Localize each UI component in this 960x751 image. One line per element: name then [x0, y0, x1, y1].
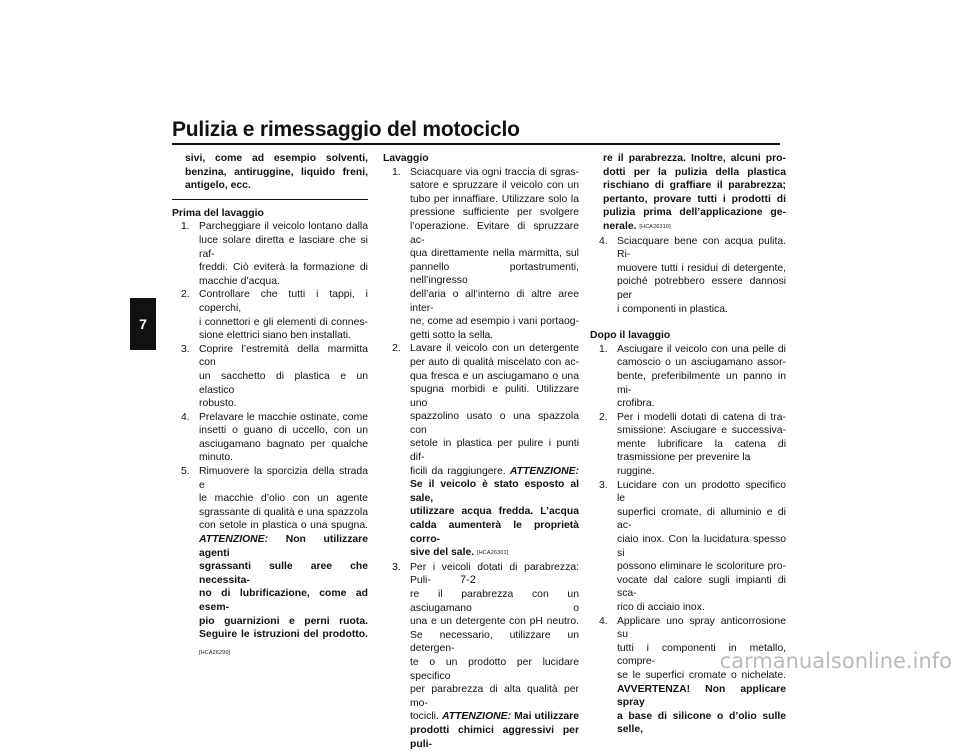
text-line: poiché potrebbero essere dannosi per [617, 276, 786, 301]
text-line: l’operazione. Evitare di spruzzare ac- [410, 220, 579, 246]
text-line: Coprire l’estremità della marmitta con [199, 343, 368, 369]
text-line: utilizzare acqua fredda. L’acqua [410, 506, 579, 518]
text-line: ciaio inox. Con la lucidatura spesso si [617, 534, 786, 559]
text-line: spazzolino usato o una spazzola con [410, 411, 579, 436]
reference-code: [HCA26290] [199, 649, 231, 656]
text-segment: ficili da raggiungere. [410, 465, 510, 477]
list-item [383, 561, 579, 751]
text-line: Rimuovere la sporcizia della strada e [199, 466, 368, 491]
item-number: 2. [181, 289, 190, 301]
section-title-prima-del-lavaggio: Prima del lavaggio [172, 207, 264, 219]
text-line: insetti o guano di uccello, con un [199, 425, 368, 437]
text-line: bente, preferibilmente un panno in mi- [617, 370, 786, 396]
text-line: a base di silicone o d’olio sulle selle, [617, 710, 786, 736]
text-line: pio guarnizioni e perni ruota. [199, 615, 368, 627]
list-item [172, 220, 368, 288]
text-line: sivi, come ad esempio solventi, [185, 153, 368, 164]
text-line: possono eliminare le scoloriture pro- [617, 561, 786, 573]
list-item [172, 343, 368, 411]
item-number: 1. [181, 221, 190, 233]
text-line: le macchie d’olio con un agente [199, 493, 368, 505]
text-line: rischiano di graffiare il parabrezza; [603, 180, 786, 192]
text-line: Sciacquare bene con acqua pulita. Ri- [617, 235, 786, 261]
text-line: Lavare il veicolo con un detergente [410, 343, 579, 355]
item-number: 4. [599, 235, 608, 247]
text-line: spugna morbidi e puliti. Utilizzare uno [410, 384, 579, 409]
text-line: getti sotto la sella. [410, 329, 494, 341]
text-line: Se il veicolo è stato esposto al sale, [410, 479, 579, 504]
text-line: qua direttamente nella marmitta, sul [410, 248, 579, 260]
text-line: Per i veicoli dotati di parabrezza: Puli- [410, 561, 579, 587]
text-line: Seguire le istruzioni del prodotto. [199, 629, 368, 641]
text-line: minuto. [199, 452, 234, 464]
text-line: Lucidare con un prodotto specifico le [617, 479, 786, 505]
list-item [383, 166, 579, 343]
item-number: 5. [181, 466, 190, 478]
text-line: Asciugare il veicolo con una pelle di [617, 343, 786, 355]
text-line [410, 546, 579, 561]
text-line: robusto. [199, 398, 237, 410]
list-item [172, 411, 368, 465]
text-segment: tocicli. [410, 711, 442, 723]
text-line: rico di acciaio inox. [617, 602, 705, 613]
attention-label: ATTENZIONE: [199, 534, 269, 546]
attention-continuation [590, 152, 786, 235]
text-line: tubo per innaffiare. Utilizzare solo la [410, 193, 579, 205]
list-item [590, 411, 786, 479]
list-item [172, 465, 368, 660]
text-line: Per i modelli dotati di catena di tra- [617, 411, 786, 423]
watermark: carmanualsonline.info [719, 649, 952, 673]
text-segment: nerale. [603, 220, 637, 232]
section-title-lavaggio: Lavaggio [383, 153, 429, 164]
text-line: calda aumenterà le proprietà corro- [410, 520, 579, 545]
text-line: antigelo, ecc. [185, 180, 251, 192]
text-line: i componenti in plastica. [617, 303, 728, 315]
text-line: Prelavare le macchie ostinate, come [199, 411, 368, 423]
text-line: una e un detergente con pH neutro. [410, 616, 579, 628]
item-number: 4. [181, 411, 190, 423]
text-line: no di lubrificazione, come ad esem- [199, 588, 368, 613]
text-line: pertanto, provare tutti i prodotti di [603, 193, 786, 205]
list-item [590, 479, 786, 615]
item-number: 4. [599, 615, 608, 627]
text-line: con setole in plastica o una spugna. [199, 520, 368, 532]
text-line: freddi. Ciò eviterà la formazione di [199, 262, 368, 274]
text-line: dotti per la pulizia della plastica [603, 166, 786, 178]
item-number: 1. [392, 166, 401, 178]
text-line: satore e spruzzare il veicolo con un [410, 180, 579, 192]
text-line: superfici cromate, di alluminio e di ac- [617, 506, 786, 532]
reference-code: [HCA26310] [639, 223, 671, 230]
warning-continuation [172, 152, 368, 193]
text-line: dell’aria o all’interno di altre aree inter- [410, 288, 579, 314]
text-line: sione elettrici siano ben installati. [199, 330, 351, 342]
text-line: i connettori e gli elementi di connes- [199, 316, 368, 328]
text-line: re il parabrezza con un asciugamano o [410, 589, 579, 614]
attention-label: ATTENZIONE: [441, 711, 512, 723]
text-line [410, 710, 579, 724]
text-line: Controllare che tutti i tappi, i coperchi, [199, 289, 368, 314]
item-number: 3. [599, 479, 608, 491]
text-line: te o un prodotto per lucidare specifico [410, 656, 579, 682]
text-line: sgrassante di qualità e una spazzola [199, 506, 368, 518]
text-line [410, 465, 579, 479]
title-rule [172, 143, 780, 145]
text-line: smissione: Asciugare e successiva- [617, 425, 786, 437]
text-line: per parabrezza di alta qualità per mo- [410, 684, 579, 709]
attention-text: Mai utilizzare [511, 711, 579, 723]
text-line: setole in plastica per pulire i punti dif- [410, 438, 579, 464]
text-line: sgrassanti sulle aree che necessita- [199, 561, 368, 586]
item-number: 2. [599, 411, 608, 423]
text-line: pressione sufficiente per svolgere [410, 207, 579, 219]
text-line: ne, come ad esempio i vani portaog- [410, 316, 579, 328]
text-line: Se necessario, utilizzare un detergen- [410, 629, 579, 655]
column-2 [383, 152, 579, 751]
text-line: crofibra. [617, 398, 655, 410]
reference-code: [HCA26301] [477, 550, 509, 557]
column-1 [172, 152, 368, 660]
text-segment: sive del sale. [410, 547, 475, 559]
page-number: 7-2 [460, 574, 476, 586]
list-item [172, 288, 368, 342]
text-line: prodotti chimici aggressivi per puli- [410, 724, 579, 750]
text-line: Sciacquare via ogni traccia di sgras- [410, 166, 579, 178]
text-line: luce solare diretta e lasciare che si raf- [199, 234, 368, 260]
item-number: 3. [181, 343, 190, 355]
item-number: 1. [599, 343, 608, 355]
warning-end-rule [172, 199, 368, 200]
item-number: 2. [392, 343, 401, 355]
page-title: Pulizia e rimessaggio del motociclo [172, 118, 520, 141]
text-line: Applicare uno spray anticorrosione su [617, 615, 786, 641]
text-line: qua fresca e un asciugamano o una [410, 370, 579, 382]
text-line: pannello portastrumenti, nell’ingresso [410, 261, 579, 287]
list-item [590, 235, 786, 317]
list-item [590, 615, 786, 737]
list-item [383, 342, 579, 561]
text-line: un sacchetto di plastica e un elastico [199, 370, 368, 396]
text-line [199, 533, 368, 560]
text-line: trasmissione per prevenire la ruggine. [617, 452, 751, 478]
text-line: asciugamano bagnato per qualche [199, 438, 368, 450]
text-line: macchie d’acqua. [199, 275, 280, 287]
text-line: benzina, antiruggine, liquido freni, [185, 166, 368, 178]
text-line [603, 220, 786, 235]
item-number: 3. [392, 561, 401, 573]
text-line: pulizia prima dell’applicazione ge- [603, 207, 786, 219]
text-line: camoscio o un asciugamano assor- [617, 357, 786, 369]
chapter-tab: 7 [130, 298, 156, 350]
list-item [590, 343, 786, 411]
text-line: re il parabrezza. Inoltre, alcuni pro- [603, 153, 786, 164]
text-line: tutti i componenti in metallo, compre- [617, 642, 786, 668]
attention-label: ATTENZIONE: [509, 465, 579, 477]
text-line: vocate dal calore sugli impianti di sca- [617, 574, 786, 600]
text-line: Parcheggiare il veicolo lontano dalla [199, 221, 368, 233]
text-line: per auto di qualità miscelato con ac- [410, 356, 579, 368]
section-title-dopo-il-lavaggio: Dopo il lavaggio [590, 330, 671, 342]
text-line: muovere tutti i residui di detergente, [617, 262, 786, 274]
text-line: mente lubrificare la catena di [617, 438, 786, 450]
text-line: AVVERTENZA! Non applicare spray [617, 683, 786, 709]
attention-text: Non utilizzare agenti [199, 534, 368, 559]
text-line: se le superfici cromate o nichelate. [617, 669, 786, 681]
